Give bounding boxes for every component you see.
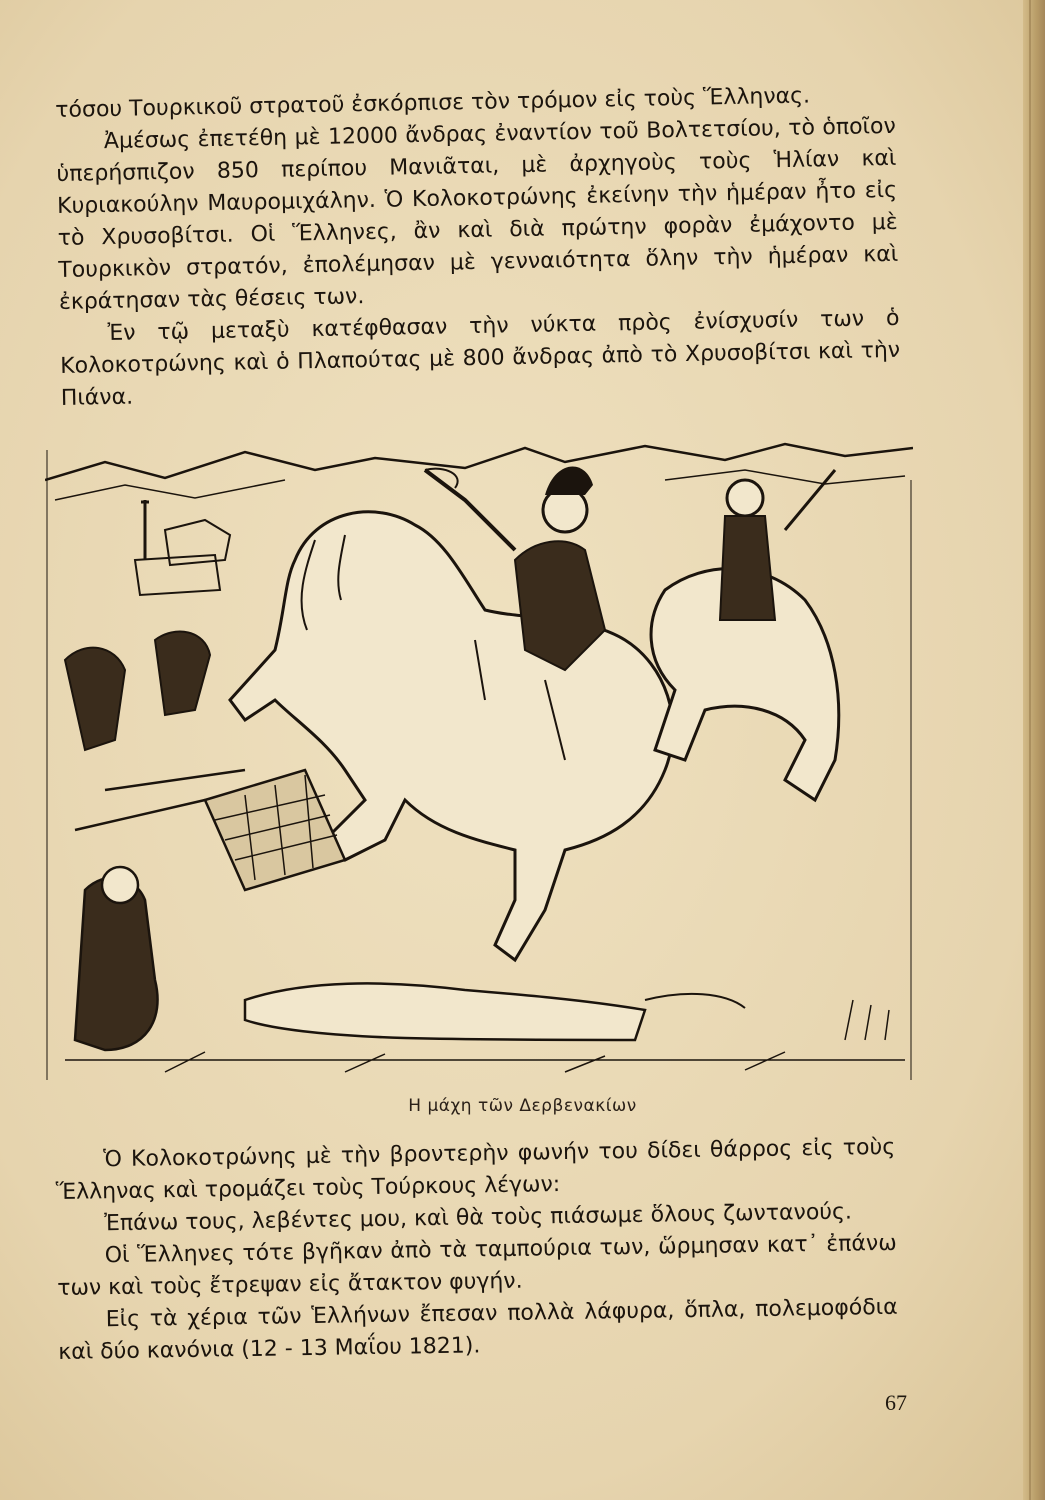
- paragraph-kolokotronis-voice: Ὁ Κολοκοτρώνης μὲ τὴν βροντερὴν φωνήν του δίδει θάρρος εἰς τοὺς Ἕλληνας καὶ τρομάζει τοὺς Τούρκους λέγων:: [55, 1134, 896, 1205]
- top-text-block: [55, 79, 901, 415]
- paragraph-attack: Ἀμέσως ἐπετέθη μὲ 12000 ἄνδρας ἐναντίον τοῦ Βολτετσίου, τὸ ὁποῖον ὑπερήσπιζον 850 περίπου Μανιᾶται, μὲ ἀρχηγοὺς τοὺς Ἡλίαν καὶ Κυριακούλην Μαυρομιχάλην. Ὁ Κολοκοτρώνης ἐκείνην τὴν ἡμέραν ἦτο εἰς τὸ Χρυσοβίτσι. Οἱ Ἕλληνες, ἂν καὶ διὰ πρώτην φορὰν ἐμάχοντο μὲ Τουρκικὸν στρατόν, ἐπολέμησαν μὲ γενναιότητα ὅλην τὴν ἡμέραν καὶ ἐκράτησαν τὰς θέσεις των.: [56, 113, 899, 315]
- paragraph-charge: Οἱ Ἕλληνες τότε βγῆκαν ἀπὸ τὰ ταμπούρια των, ὥρμησαν κατ᾽ ἐπάνω των καὶ τοὺς ἔτρεψαν εἰς ἄτακτον φυγήν.: [57, 1230, 897, 1301]
- page-binding-edge: [1023, 0, 1045, 1500]
- paragraph-reinforcements: Ἐν τῷ μεταξὺ κατέφθασαν τὴν νύκτα πρὸς ἐνίσχυσίν των ὁ Κολοκοτρώνης καὶ ὁ Πλαπούτας μὲ 800 ἄνδρας ἀπὸ τὸ Χρυσοβίτσι καὶ τὴν Πιάνα.: [59, 305, 901, 411]
- paragraph-quote: Ἐπάνω τους, λεβέντες μου, καὶ θὰ τοὺς πιάσωμε ὅλους ζωντανούς.: [104, 1199, 853, 1237]
- paragraph-continuation: τόσου Τουρκικοῦ στρατοῦ ἐσκόρπισε τὸν τρόμον εἰς τοὺς Ἕλληνας.: [55, 83, 811, 123]
- bottom-text-block: [55, 1132, 898, 1369]
- illustration-caption: Η μάχη τῶν Δερβενακίων: [408, 1096, 637, 1116]
- battle-drawing: [45, 440, 913, 1082]
- page-number: 67: [885, 1390, 907, 1415]
- battle-illustration: [45, 440, 913, 1082]
- paragraph-spoils: Εἰς τὰ χέρια τῶν Ἑλλήνων ἔπεσαν πολλὰ λάφυρα, ὅπλα, πολεμοφόδια καὶ δύο κανόνια (12 - 13 Μαΐου 1821).: [58, 1294, 898, 1365]
